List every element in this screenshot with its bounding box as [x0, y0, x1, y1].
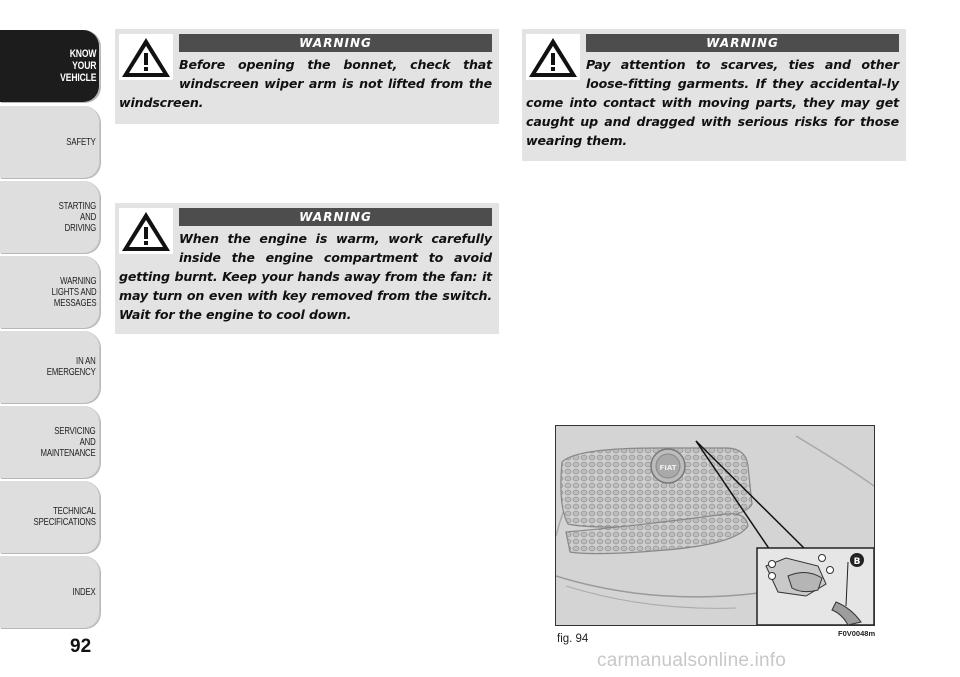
tab-technical-specifications[interactable]	[0, 481, 100, 553]
warning-box-loose-garments	[522, 29, 906, 161]
watermark: carmanualsonline.info	[597, 650, 787, 671]
warning-box-bonnet	[115, 29, 499, 124]
warning-triangle-icon	[526, 34, 580, 80]
tab-in-an-emergency[interactable]	[0, 331, 100, 403]
tab-label: SAFETY	[66, 136, 96, 148]
tab-index[interactable]	[0, 556, 100, 628]
tab-label: WARNING LIGHTS AND MESSAGES	[51, 275, 96, 309]
warning-triangle-icon	[119, 34, 173, 80]
warning-triangle-icon	[119, 208, 173, 254]
callout-letter: B	[853, 557, 861, 567]
figure-grille-bonnet-release	[555, 425, 875, 626]
tab-label: STARTING AND DRIVING	[58, 200, 96, 234]
warning-box-engine-warm	[115, 203, 499, 334]
warning-header: WARNING	[586, 34, 899, 52]
warning-text: When the engine is warm, work carefully inside the engine compartment to avoid getting burnt. Keep your hands away from the fan: it may turn on even with key removed from the switch. Wait for the engine to cool down.	[119, 231, 492, 322]
tab-safety[interactable]	[0, 106, 100, 178]
figure-caption: fig. 94	[557, 633, 589, 645]
tab-label: KNOW YOUR VEHICLE	[59, 48, 96, 84]
tab-label: SERVICING AND MAINTENANCE	[40, 425, 96, 459]
tab-label: TECHNICAL SPECIFICATIONS	[33, 506, 96, 528]
car-front-grille-illustration	[556, 426, 874, 625]
page-number: 92	[70, 636, 92, 657]
logo-text: FIAT	[659, 464, 677, 472]
tab-servicing-and-maintenance[interactable]	[0, 406, 100, 478]
warning-text: Pay attention to scarves, ties and other loose-fitting garments. If they accidental-ly come into contact with moving parts, they may get caught up and dragged with serious risks for those wearing them.	[526, 57, 899, 148]
warning-text: Before opening the bonnet, check that windscreen wiper arm is not lifted from the windscreen.	[119, 57, 492, 110]
tab-label: IN AN EMERGENCY	[47, 356, 96, 378]
tab-label: INDEX	[72, 586, 96, 598]
warning-header: WARNING	[179, 208, 492, 226]
warning-header: WARNING	[179, 34, 492, 52]
tab-starting-and-driving[interactable]	[0, 181, 100, 253]
tab-know-your-vehicle[interactable]	[0, 30, 100, 102]
figure-code: F0V0048m	[838, 629, 876, 638]
tab-warning-lights-and-messages[interactable]	[0, 256, 100, 328]
